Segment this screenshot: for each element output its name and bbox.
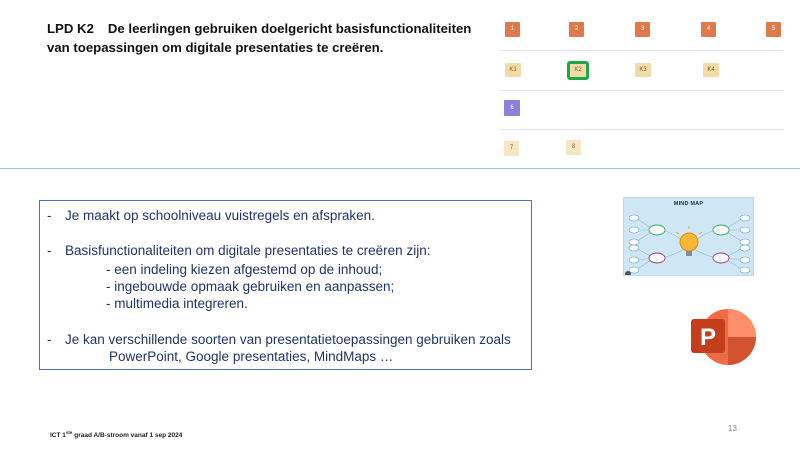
bullet-item-2: - Basisfunctionaliteiten om digitale presentaties te creëren zijn: xyxy=(47,243,431,258)
grid-chip: 5 xyxy=(766,22,781,37)
mindmap-illustration xyxy=(624,198,754,276)
grid-chip: 3 xyxy=(635,22,650,37)
grid-chip: K3 xyxy=(635,63,651,77)
grid-chip: 2 xyxy=(569,22,584,37)
grid-chip: 7 xyxy=(504,141,519,156)
sub-item-2: - ingebouwde opmaak gebruiken en aanpassen; xyxy=(106,279,395,294)
grid-chip: K4 xyxy=(703,63,719,77)
slide-title xyxy=(47,19,487,57)
sub-item-1: - een indeling kiezen afgestemd op de inhoud; xyxy=(106,262,383,277)
bullet-item-3: - Je kan verschillende soorten van presentatietoepassingen gebruiken zoals xyxy=(47,332,511,347)
grid-chip: 1 xyxy=(505,22,520,37)
sub-item-3: - multimedia integreren. xyxy=(106,296,248,311)
bullet-item-3-continued: PowerPoint, Google presentaties, MindMaps … xyxy=(109,349,394,364)
mindmap-image xyxy=(623,197,754,276)
goal-grid xyxy=(500,10,800,168)
grid-chip-highlighted: K2 xyxy=(567,61,589,80)
powerpoint-logo-icon xyxy=(689,306,756,368)
grid-chip: 4 xyxy=(701,22,716,37)
mindmap-title: MIND MAP xyxy=(673,201,704,207)
svg-text:P: P xyxy=(699,324,717,351)
title-code: LPD K2 xyxy=(47,21,94,36)
content-box xyxy=(39,200,532,370)
footer-text: ICT 1ste graad A/B-stroom vanaf 1 sep 2024 xyxy=(50,430,183,440)
grid-row-divider xyxy=(500,50,784,51)
page-number: 13 xyxy=(728,424,737,433)
bullet-item-1: - Je maakt op schoolniveau vuistregels en afspraken. xyxy=(47,208,375,223)
grid-row-divider xyxy=(500,129,784,130)
horizontal-divider xyxy=(0,168,800,169)
grid-row-divider xyxy=(500,90,784,91)
title-text: De leerlingen gebruiken doelgericht basisfunctionaliteiten van toepassingen om digitale presentaties te creëren. xyxy=(47,21,472,55)
grid-chip: K1 xyxy=(505,63,521,77)
grid-chip: 8 xyxy=(566,140,581,155)
grid-chip: 6 xyxy=(504,100,520,116)
